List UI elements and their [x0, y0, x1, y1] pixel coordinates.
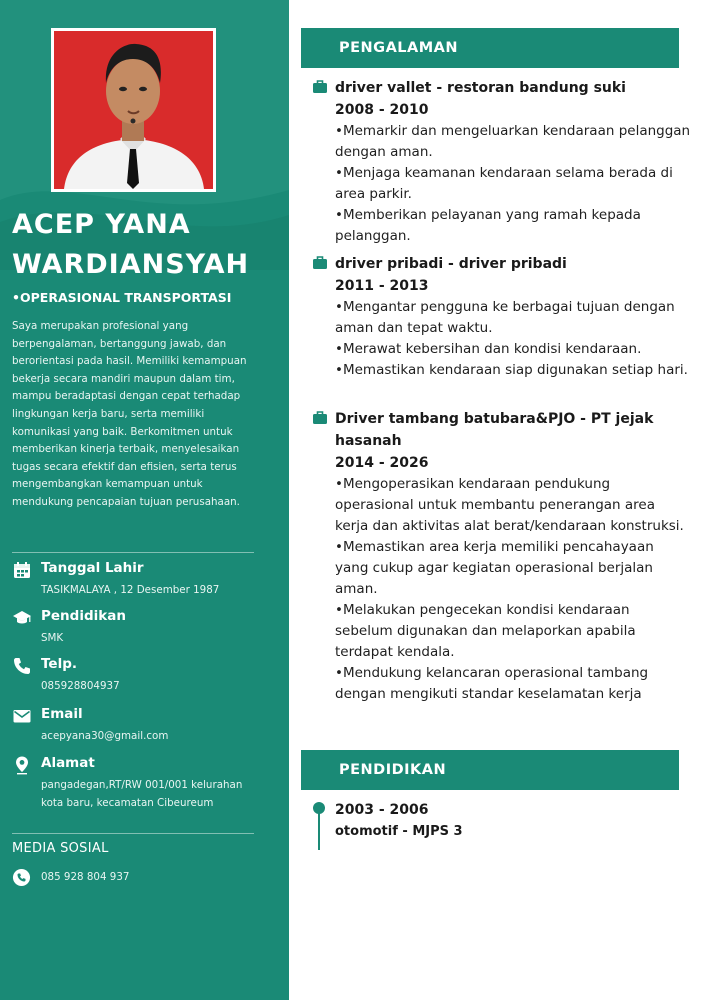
address-value: pangadegan,RT/RW 001/001 kelurahan kota baru, kecamatan Cibeureum — [41, 779, 243, 809]
experience-heading: PENGALAMAN — [301, 28, 679, 68]
job-point: •Memarkir dan mengeluarkan kendaraan pelanggan dengan aman. — [335, 123, 691, 160]
name-line-2: WARDIANSYAH — [12, 249, 250, 280]
education-school: otomotif - MJPS 3 — [335, 824, 463, 839]
job-item — [311, 253, 691, 381]
phone-icon — [12, 656, 32, 676]
birth-label: Tanggal Lahir — [41, 560, 144, 576]
job-years: 2008 - 2010 — [335, 102, 429, 118]
education-label: Pendidikan — [41, 608, 126, 624]
divider — [12, 833, 254, 834]
name-line-1: ACEP YANA — [12, 209, 191, 240]
social-title: MEDIA SOSIAL — [12, 841, 109, 856]
full-name — [12, 205, 282, 285]
education-heading: PENDIDIKAN — [301, 750, 679, 790]
briefcase-icon — [313, 256, 327, 269]
job-item — [311, 77, 691, 247]
sidebar — [0, 0, 289, 1000]
divider — [12, 552, 254, 553]
envelope-icon — [12, 706, 32, 726]
job-point: •Mengantar pengguna ke berbagai tujuan dengan aman dan tepat waktu. — [335, 299, 675, 336]
briefcase-icon — [313, 411, 327, 424]
education-years: 2003 - 2006 — [335, 802, 429, 818]
address-label: Alamat — [41, 755, 95, 771]
phone-label: Telp. — [41, 656, 77, 672]
job-point: •Memberikan pelayanan yang ramah kepada pelanggan. — [335, 207, 641, 244]
job-years: 2014 - 2026 — [335, 455, 429, 471]
job-title: driver pribadi - driver pribadi — [335, 256, 567, 272]
job-role: •OPERASIONAL TRANSPORTASI — [12, 290, 232, 305]
job-title: driver vallet - restoran bandung suki — [335, 80, 626, 96]
location-pin-icon — [12, 755, 32, 775]
briefcase-icon — [313, 80, 327, 93]
email-label: Email — [41, 706, 83, 722]
profile-photo — [51, 28, 216, 192]
job-point: •Memastikan kendaraan siap digunakan setiap hari. — [335, 362, 688, 378]
job-point: •Memastikan area kerja memiliki pencahayaan yang cukup agar kegiatan operasional berjalan aman. — [335, 539, 654, 597]
job-point: •Menjaga keamanan kendaraan selama berada di area parkir. — [335, 165, 673, 202]
phone-value[interactable]: 085928804937 — [41, 680, 120, 692]
whatsapp-icon — [12, 868, 31, 887]
job-point: •Merawat kebersihan dan kondisi kendaraan. — [335, 341, 642, 357]
email-value[interactable]: acepyana30@gmail.com — [41, 730, 169, 742]
profile-summary: Saya merupakan profesional yang berpengalaman, bertanggung jawab, dan berorientasi pada hasil. Memiliki kemampuan bekerja secara mandiri maupun dalam tim, mampu beradaptasi dengan cepat terhadap lingkungan kerja baru, serta memiliki komunikasi yang baik. Berkomitmen untuk memberikan kinerja terbaik, menyelesaikan tugas secara efektif dan efisien, serta terus mengembangkan kemampuan untuk mendukung pencapaian tujuan perusahaan. — [12, 320, 247, 508]
calendar-icon — [12, 560, 32, 580]
timeline-dot — [313, 802, 325, 814]
main-content — [289, 0, 709, 1000]
whatsapp-value: 085 928 804 937 — [41, 871, 130, 883]
education-item — [311, 799, 691, 843]
job-point: •Mengoperasikan kendaraan pendukung operasional untuk membantu penerangan area kerja dan aktivitas alat berat/kendaraan konstruksi. — [335, 476, 684, 534]
birth-value: TASIKMALAYA , 12 Desember 1987 — [41, 584, 220, 596]
job-title: Driver tambang batubara&PJO - PT jejak hasanah — [335, 411, 654, 449]
job-point: •Melakukan pengecekan kondisi kendaraan sebelum digunakan dan melaporkan apabila terdapat kendala. — [335, 602, 636, 660]
graduation-cap-icon — [12, 608, 32, 628]
education-value: SMK — [41, 632, 64, 644]
job-item — [311, 408, 691, 705]
job-years: 2011 - 2013 — [335, 278, 429, 294]
job-point: •Mendukung kelancaran operasional tambang dengan mengikuti standar keselamatan kerja — [335, 665, 649, 702]
